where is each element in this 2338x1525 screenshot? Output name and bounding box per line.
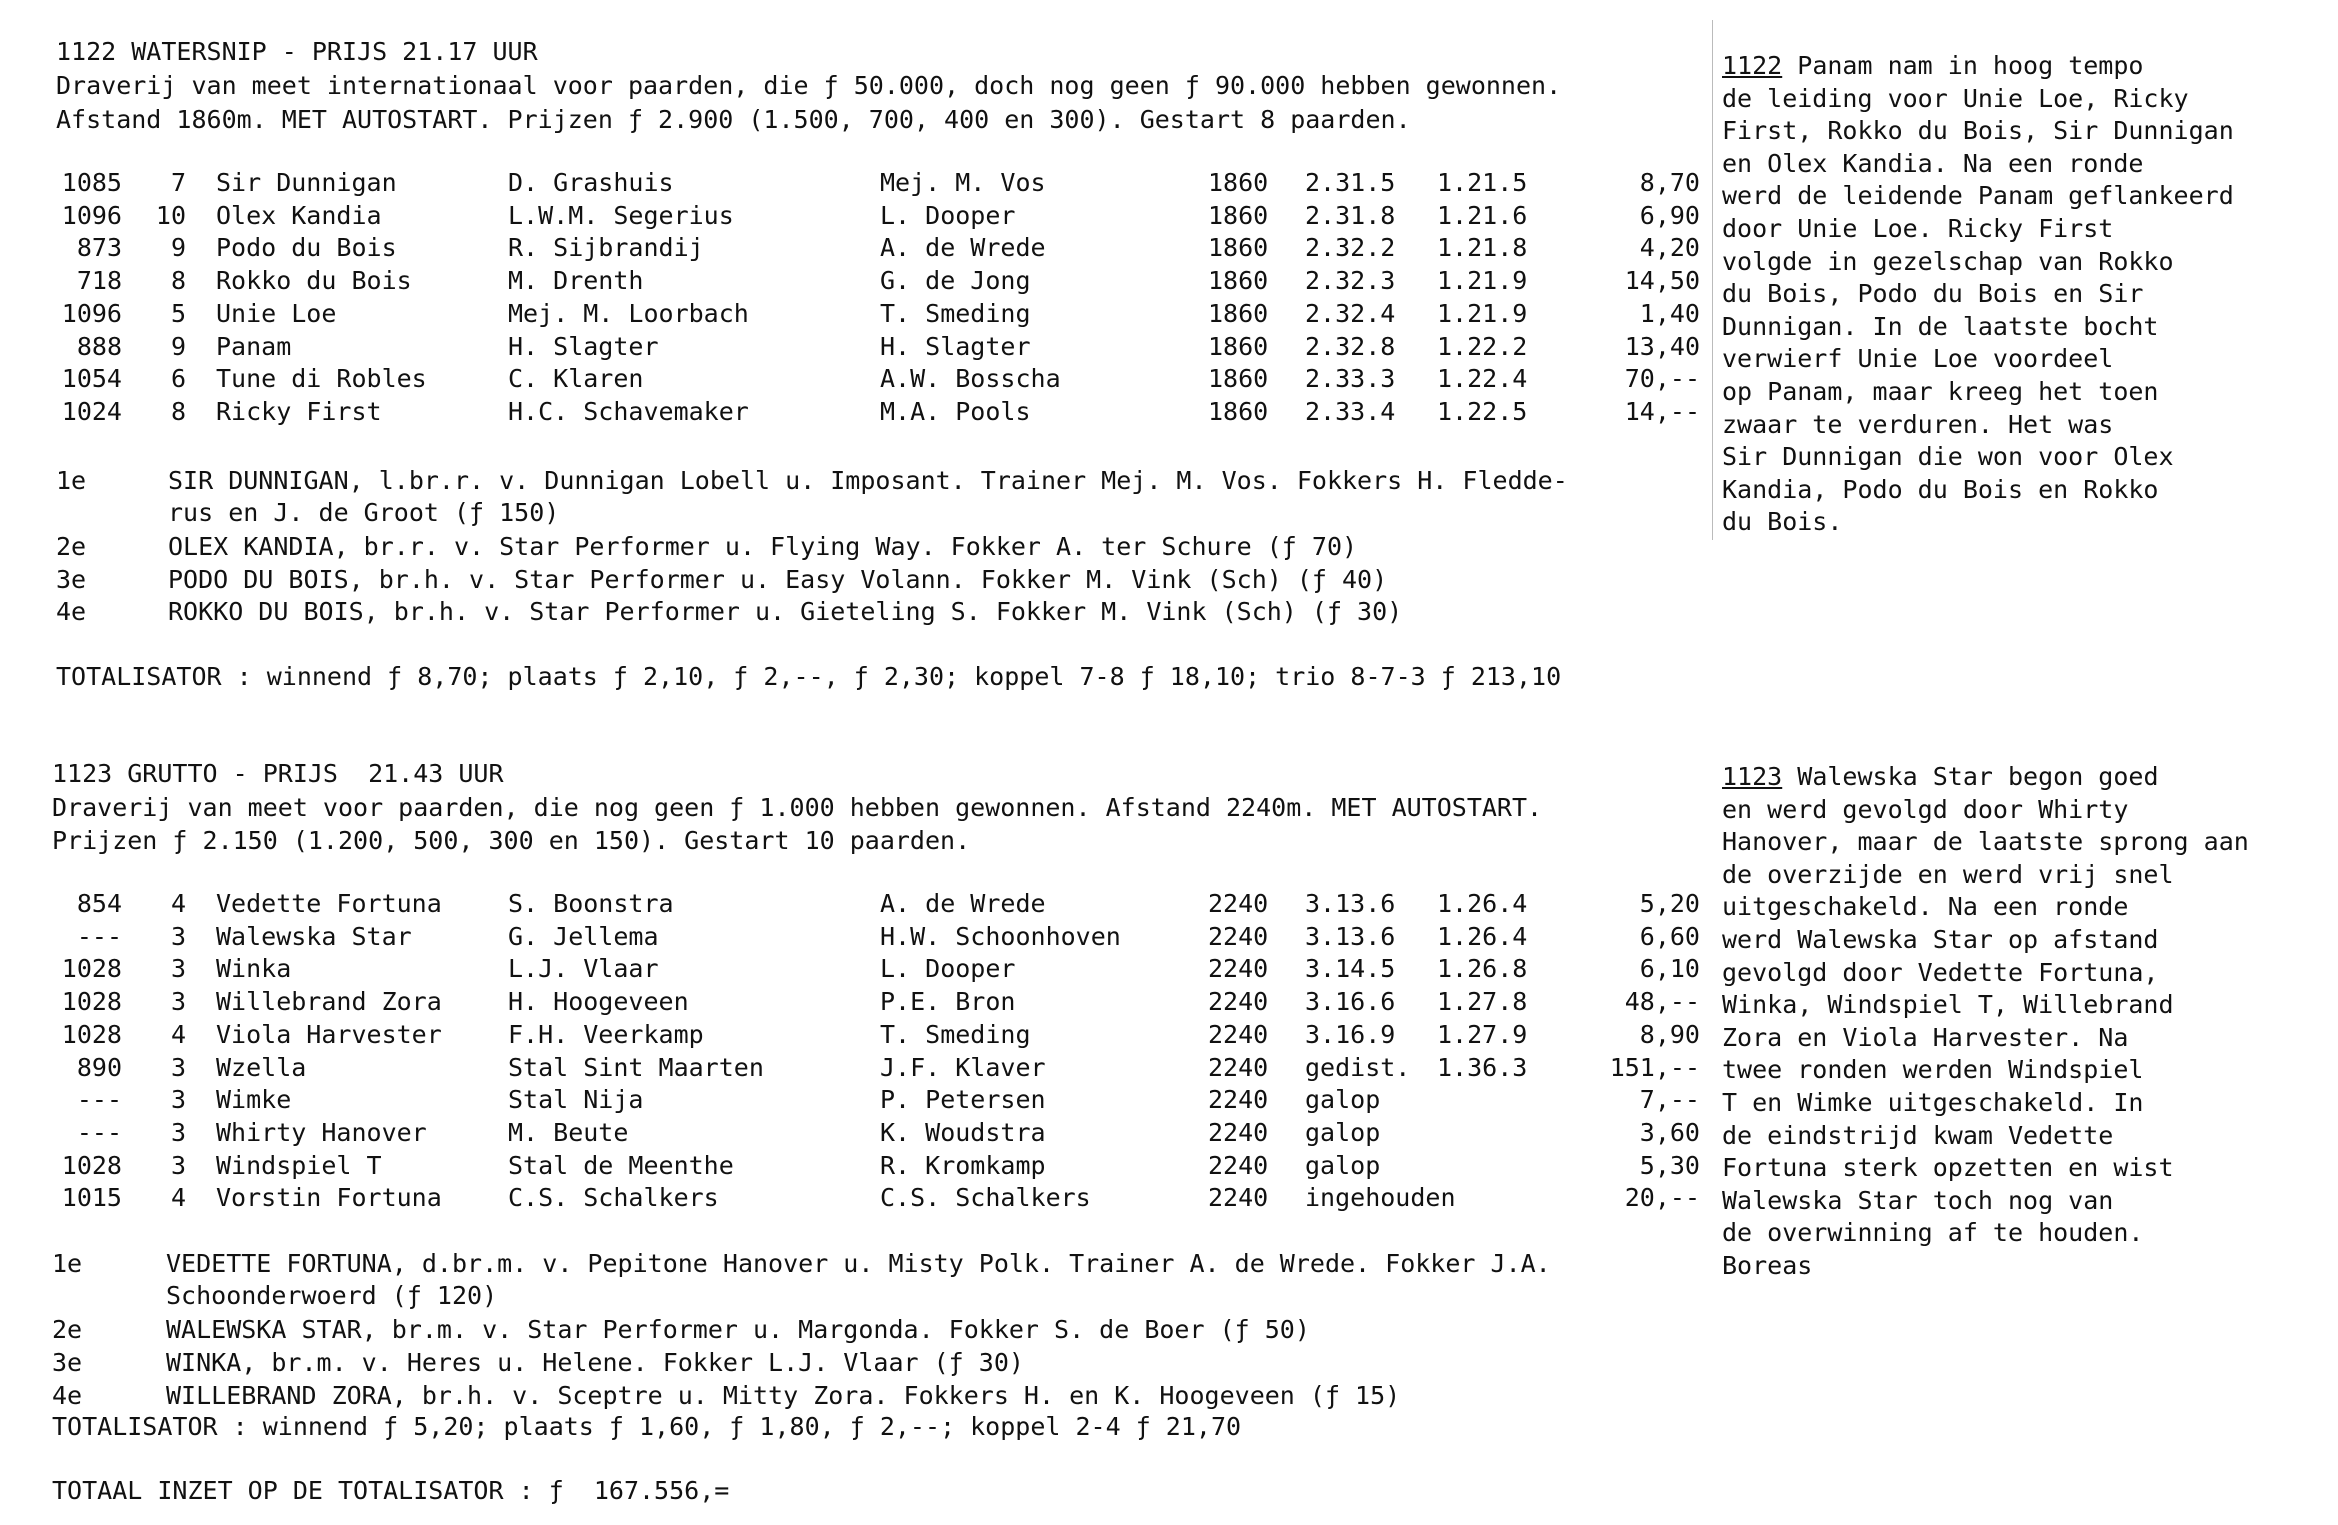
commentary-line: Zora en Viola Harvester. Na xyxy=(1722,1022,2129,1052)
cell-trainer: P.E. Bron xyxy=(880,987,1016,1017)
cell-km: 1.36.3 xyxy=(1437,1052,1528,1082)
commentary-text: Walewska Star begon goed xyxy=(1782,762,2159,791)
cell-dist: 1860 xyxy=(1208,200,1269,230)
cell-no: 3 xyxy=(170,921,186,951)
table-row xyxy=(0,232,1710,264)
cell-dist: 2240 xyxy=(1208,1052,1269,1082)
cell-no: 3 xyxy=(170,1117,186,1147)
cell-time: 2.33.4 xyxy=(1305,396,1396,426)
cell-driver: H. Slagter xyxy=(508,331,659,361)
cell-horse: Ricky First xyxy=(216,396,382,426)
cell-no: 3 xyxy=(170,1052,186,1082)
cell-trainer: L. Dooper xyxy=(880,200,1016,230)
cell-horse: Whirty Hanover xyxy=(216,1117,427,1147)
placing-position: 4e xyxy=(56,597,87,626)
commentary-line: werd Walewska Star op afstand xyxy=(1722,925,2159,954)
cell-driver: Mej. M. Loorbach xyxy=(508,298,749,328)
cell-no: 3 xyxy=(170,954,186,984)
table-row xyxy=(0,953,1710,985)
cell-time: 2.32.2 xyxy=(1305,233,1396,263)
cell-ref: 873 xyxy=(76,233,122,263)
cell-no: 10 xyxy=(155,200,186,230)
cell-horse: Wzella xyxy=(216,1052,307,1082)
cell-time: galop xyxy=(1305,1117,1381,1147)
cell-no: 8 xyxy=(170,396,186,426)
cell-ref: 718 xyxy=(76,266,122,296)
table-row xyxy=(0,265,1710,297)
placing-text: PODO DU BOIS, br.h. v. Star Performer u. Easy Volann. Fokker M. Vink (Sch) (ƒ 40) xyxy=(168,565,1388,594)
commentary-line: en Olex Kandia. Na een ronde xyxy=(1722,148,2144,178)
cell-trainer: C.S. Schalkers xyxy=(880,1183,1091,1213)
cell-ref: 1096 xyxy=(61,200,122,230)
placing-text: WILLEBRAND ZORA, br.h. v. Sceptre u. Mitty Zora. Fokkers H. en K. Hoogeveen (ƒ 15) xyxy=(166,1381,1401,1410)
commentary-line: Walewska Star toch nog van xyxy=(1722,1185,2114,1215)
commentary-line: de leiding voor Unie Loe, Ricky xyxy=(1722,83,2189,113)
commentary-line xyxy=(1722,50,2143,82)
cell-no: 4 xyxy=(170,1019,186,1049)
cell-driver: M. Drenth xyxy=(508,266,644,296)
commentary-line xyxy=(1722,761,2159,793)
table-row xyxy=(0,200,1710,232)
commentary-line: Boreas xyxy=(1722,1251,1813,1280)
cell-km: 1.22.5 xyxy=(1437,396,1528,426)
race1-description-line1: Draverij van meet internationaal voor paarden, die ƒ 50.000, doch nog geen ƒ 90.000 hebben gewonnen. xyxy=(56,71,1562,100)
cell-horse: Unie Loe xyxy=(216,298,337,328)
commentary-line: de overzijde en werd vrij snel xyxy=(1722,859,2174,889)
commentary-line: door Unie Loe. Ricky First xyxy=(1722,214,2114,243)
table-row xyxy=(0,396,1710,428)
commentary-line: Sir Dunnigan die won voor Olex xyxy=(1722,442,2174,472)
commentary-text: Panam nam in hoog tempo xyxy=(1782,51,2144,80)
cell-driver: S. Boonstra xyxy=(508,889,674,918)
cell-driver: Stal Nija xyxy=(508,1085,644,1115)
cell-dist: 2240 xyxy=(1208,1019,1269,1049)
cell-driver: D. Grashuis xyxy=(508,168,674,197)
cell-horse: Rokko du Bois xyxy=(216,266,412,296)
cell-horse: Vorstin Fortuna xyxy=(216,1183,442,1213)
cell-odds: 151,-- xyxy=(1609,1052,1700,1082)
cell-ref: --- xyxy=(76,1085,122,1115)
cell-trainer: H.W. Schoonhoven xyxy=(880,921,1121,951)
cell-ref: 1085 xyxy=(61,168,122,197)
table-row xyxy=(0,1117,1710,1149)
cell-no: 7 xyxy=(170,168,186,197)
commentary-line: First, Rokko du Bois, Sir Dunnigan xyxy=(1722,116,2234,146)
cell-ref: 1028 xyxy=(61,987,122,1017)
commentary-race-number: 1123 xyxy=(1722,762,1783,791)
cell-trainer: H. Slagter xyxy=(880,331,1031,361)
cell-driver: M. Beute xyxy=(508,1117,629,1147)
cell-time: 3.16.9 xyxy=(1305,1019,1396,1049)
cell-km: 1.21.6 xyxy=(1437,200,1528,230)
cell-trainer: A. de Wrede xyxy=(880,233,1046,263)
cell-ref: 890 xyxy=(76,1052,122,1082)
table-row xyxy=(0,167,1710,199)
cell-ref: 1028 xyxy=(61,954,122,984)
cell-time: 2.32.4 xyxy=(1305,298,1396,328)
cell-odds: 5,20 xyxy=(1639,889,1700,918)
placing-position: 1e xyxy=(52,1249,83,1278)
cell-no: 4 xyxy=(170,1183,186,1213)
table-row xyxy=(0,1150,1710,1182)
cell-odds: 13,40 xyxy=(1624,331,1700,361)
cell-driver: C.S. Schalkers xyxy=(508,1183,719,1213)
cell-dist: 1860 xyxy=(1208,331,1269,361)
cell-dist: 1860 xyxy=(1208,168,1269,197)
cell-horse: Olex Kandia xyxy=(216,200,382,230)
cell-dist: 2240 xyxy=(1208,954,1269,984)
table-row xyxy=(0,1182,1710,1214)
commentary-line: uitgeschakeld. Na een ronde xyxy=(1722,892,2129,922)
cell-km: 1.26.8 xyxy=(1437,954,1528,984)
cell-km: 1.26.4 xyxy=(1437,921,1528,951)
cell-horse: Willebrand Zora xyxy=(216,987,442,1017)
cell-odds: 14,-- xyxy=(1624,396,1700,426)
cell-time: galop xyxy=(1305,1150,1381,1180)
cell-driver: Stal Sint Maarten xyxy=(508,1052,764,1082)
cell-time: 3.13.6 xyxy=(1305,921,1396,951)
cell-dist: 1860 xyxy=(1208,298,1269,328)
cell-dist: 2240 xyxy=(1208,1085,1269,1115)
cell-trainer: P. Petersen xyxy=(880,1085,1046,1115)
commentary-line: Fortuna sterk opzetten en wist xyxy=(1722,1153,2174,1183)
race2-description-line2: Prijzen ƒ 2.150 (1.200, 500, 300 en 150). Gestart 10 paarden. xyxy=(52,826,971,855)
cell-no: 3 xyxy=(170,987,186,1017)
table-row xyxy=(0,363,1710,395)
cell-odds: 5,30 xyxy=(1639,1150,1700,1180)
column-divider xyxy=(1712,20,1713,540)
table-row xyxy=(0,1019,1710,1051)
placing-text: Schoonderwoerd (ƒ 120) xyxy=(166,1281,498,1310)
commentary-line: du Bois. xyxy=(1722,507,1843,537)
table-row xyxy=(0,1084,1710,1116)
placing-position: 1e xyxy=(56,466,87,495)
race1-title: 1122 WATERSNIP - PRIJS 21.17 UUR xyxy=(56,37,538,66)
placing-position: 3e xyxy=(56,565,87,594)
table-row xyxy=(0,331,1710,363)
cell-odds: 70,-- xyxy=(1624,364,1700,394)
cell-horse: Walewska Star xyxy=(216,921,412,951)
cell-km: 1.21.9 xyxy=(1437,266,1528,296)
cell-time: gedist. xyxy=(1305,1052,1411,1082)
placing-position: 2e xyxy=(56,532,87,561)
commentary-line: du Bois, Podo du Bois en Sir xyxy=(1722,279,2144,309)
table-row xyxy=(0,1052,1710,1084)
placing-text: OLEX KANDIA, br.r. v. Star Performer u. Flying Way. Fokker A. ter Schure (ƒ 70) xyxy=(168,532,1358,561)
cell-km: 1.27.8 xyxy=(1437,987,1528,1017)
cell-horse: Viola Harvester xyxy=(216,1019,442,1049)
race2-totalisator: TOTALISATOR : winnend ƒ 5,20; plaats ƒ 1,60, ƒ 1,80, ƒ 2,--; koppel 2-4 ƒ 21,70 xyxy=(52,1412,1242,1441)
commentary-line: verwierf Unie Loe voordeel xyxy=(1722,344,2114,374)
cell-dist: 1860 xyxy=(1208,266,1269,296)
cell-time: galop xyxy=(1305,1085,1381,1115)
cell-driver: Stal de Meenthe xyxy=(508,1150,734,1180)
commentary-line: twee ronden werden Windspiel xyxy=(1722,1055,2144,1085)
cell-trainer: A. de Wrede xyxy=(880,889,1046,918)
commentary-line: Winka, Windspiel T, Willebrand xyxy=(1722,990,2174,1020)
cell-km: 1.21.5 xyxy=(1437,168,1528,197)
cell-odds: 3,60 xyxy=(1639,1117,1700,1147)
placing-text: SIR DUNNIGAN, l.br.r. v. Dunnigan Lobell u. Imposant. Trainer Mej. M. Vos. Fokkers H. Fledde- xyxy=(168,466,1568,495)
cell-driver: L.W.M. Segerius xyxy=(508,200,734,230)
cell-driver: H. Hoogeveen xyxy=(508,987,689,1017)
cell-no: 8 xyxy=(170,266,186,296)
commentary-line: en werd gevolgd door Whirty xyxy=(1722,794,2129,824)
placing-text: WALEWSKA STAR, br.m. v. Star Performer u. Margonda. Fokker S. de Boer (ƒ 50) xyxy=(166,1315,1310,1344)
cell-driver: H.C. Schavemaker xyxy=(508,396,749,426)
total-inzet: TOTAAL INZET OP DE TOTALISATOR : ƒ 167.556,= xyxy=(52,1476,730,1505)
cell-time: 2.33.3 xyxy=(1305,364,1396,394)
cell-horse: Winka xyxy=(216,954,292,984)
race1-totalisator: TOTALISATOR : winnend ƒ 8,70; plaats ƒ 2,10, ƒ 2,--, ƒ 2,30; koppel 7-8 ƒ 18,10; trio 8-7-3 ƒ 213,10 xyxy=(56,662,1562,691)
cell-km: 1.21.9 xyxy=(1437,298,1528,328)
cell-time: 3.16.6 xyxy=(1305,987,1396,1017)
cell-dist: 2240 xyxy=(1208,1117,1269,1147)
commentary-line: Hanover, maar de laatste sprong aan xyxy=(1722,827,2249,857)
cell-km: 1.22.4 xyxy=(1437,364,1528,394)
cell-km: 1.21.8 xyxy=(1437,233,1528,263)
cell-driver: R. Sijbrandij xyxy=(508,233,704,263)
cell-dist: 2240 xyxy=(1208,921,1269,951)
cell-km: 1.27.9 xyxy=(1437,1019,1528,1049)
table-row xyxy=(0,986,1710,1018)
cell-time: 2.32.8 xyxy=(1305,331,1396,361)
cell-horse: Panam xyxy=(216,331,292,361)
placing-text: WINKA, br.m. v. Heres u. Helene. Fokker L.J. Vlaar (ƒ 30) xyxy=(166,1348,1024,1377)
cell-dist: 2240 xyxy=(1208,1183,1269,1213)
cell-odds: 20,-- xyxy=(1624,1183,1700,1213)
commentary-line: zwaar te verduren. Het was xyxy=(1722,409,2114,439)
commentary-line: de eindstrijd kwam Vedette xyxy=(1722,1120,2114,1150)
placing-position: 2e xyxy=(52,1315,83,1344)
cell-odds: 14,50 xyxy=(1624,266,1700,296)
race2-title: 1123 GRUTTO - PRIJS 21.43 UUR xyxy=(52,759,504,788)
cell-trainer: G. de Jong xyxy=(880,266,1031,296)
cell-no: 9 xyxy=(170,331,186,361)
cell-dist: 1860 xyxy=(1208,396,1269,426)
cell-odds: 6,60 xyxy=(1639,921,1700,951)
race2-description-line1: Draverij van meet voor paarden, die nog geen ƒ 1.000 hebben gewonnen. Afstand 2240m. MET AUTOSTART. xyxy=(52,793,1543,822)
cell-time: 2.31.5 xyxy=(1305,168,1396,197)
cell-horse: Vedette Fortuna xyxy=(216,889,442,918)
cell-horse: Windspiel T xyxy=(216,1150,382,1180)
commentary-line: T en Wimke uitgeschakeld. In xyxy=(1722,1088,2144,1117)
cell-odds: 6,10 xyxy=(1639,954,1700,984)
cell-no: 9 xyxy=(170,233,186,263)
cell-no: 4 xyxy=(170,889,186,918)
placing-text: rus en J. de Groot (ƒ 150) xyxy=(168,498,560,527)
commentary-race-number: 1122 xyxy=(1722,51,1783,80)
cell-odds: 4,20 xyxy=(1639,233,1700,263)
cell-ref: --- xyxy=(76,1117,122,1147)
cell-horse: Tune di Robles xyxy=(216,364,427,394)
cell-trainer: A.W. Bosscha xyxy=(880,364,1061,394)
placing-position: 4e xyxy=(52,1381,83,1410)
cell-driver: C. Klaren xyxy=(508,364,644,394)
cell-no: 5 xyxy=(170,298,186,328)
commentary-line: volgde in gezelschap van Rokko xyxy=(1722,246,2174,276)
commentary-line: Dunnigan. In de laatste bocht xyxy=(1722,311,2159,341)
cell-no: 3 xyxy=(170,1085,186,1115)
cell-trainer: R. Kromkamp xyxy=(880,1150,1046,1180)
cell-trainer: L. Dooper xyxy=(880,954,1016,984)
cell-time: 3.14.5 xyxy=(1305,954,1396,984)
commentary-line: de overwinning af te houden. xyxy=(1722,1218,2144,1248)
table-row xyxy=(0,298,1710,330)
cell-trainer: J.F. Klaver xyxy=(880,1052,1046,1082)
cell-ref: 1015 xyxy=(61,1183,122,1213)
commentary-line: op Panam, maar kreeg het toen xyxy=(1722,377,2159,406)
commentary-line: werd de leidende Panam geflankeerd xyxy=(1722,181,2234,211)
cell-odds: 6,90 xyxy=(1639,200,1700,230)
table-row xyxy=(0,921,1710,953)
commentary-line: Kandia, Podo du Bois en Rokko xyxy=(1722,474,2159,504)
cell-ref: 888 xyxy=(76,331,122,361)
cell-driver: F.H. Veerkamp xyxy=(508,1019,704,1049)
cell-odds: 8,90 xyxy=(1639,1019,1700,1049)
cell-dist: 1860 xyxy=(1208,233,1269,263)
cell-ref: 1054 xyxy=(61,364,122,394)
cell-time: ingehouden xyxy=(1305,1183,1456,1213)
cell-ref: 1028 xyxy=(61,1150,122,1180)
placing-text: VEDETTE FORTUNA, d.br.m. v. Pepitone Hanover u. Misty Polk. Trainer A. de Wrede. Fokker J.A. xyxy=(166,1249,1551,1278)
cell-driver: G. Jellema xyxy=(508,921,659,951)
cell-trainer: T. Smeding xyxy=(880,298,1031,328)
race1-description-line2: Afstand 1860m. MET AUTOSTART. Prijzen ƒ 2.900 (1.500, 700, 400 en 300). Gestart 8 paarden. xyxy=(56,105,1411,134)
placing-text: ROKKO DU BOIS, br.h. v. Star Performer u. Gieteling S. Fokker M. Vink (Sch) (ƒ 30) xyxy=(168,597,1403,626)
cell-dist: 2240 xyxy=(1208,889,1269,918)
cell-driver: L.J. Vlaar xyxy=(508,954,659,984)
cell-trainer: T. Smeding xyxy=(880,1019,1031,1049)
cell-trainer: Mej. M. Vos xyxy=(880,168,1046,197)
cell-dist: 1860 xyxy=(1208,364,1269,394)
cell-no: 3 xyxy=(170,1150,186,1180)
cell-no: 6 xyxy=(170,364,186,394)
placing-position: 3e xyxy=(52,1348,83,1377)
cell-odds: 1,40 xyxy=(1639,298,1700,328)
cell-ref: 1096 xyxy=(61,298,122,328)
cell-odds: 48,-- xyxy=(1624,987,1700,1017)
cell-time: 2.32.3 xyxy=(1305,266,1396,296)
commentary-line: gevolgd door Vedette Fortuna, xyxy=(1722,957,2159,987)
cell-time: 2.31.8 xyxy=(1305,200,1396,230)
cell-ref: 1024 xyxy=(61,396,122,426)
table-row xyxy=(0,888,1710,920)
cell-ref: 854 xyxy=(76,889,122,918)
cell-ref: 1028 xyxy=(61,1019,122,1049)
cell-horse: Sir Dunnigan xyxy=(216,168,397,197)
cell-dist: 2240 xyxy=(1208,1150,1269,1180)
cell-odds: 8,70 xyxy=(1639,168,1700,197)
cell-dist: 2240 xyxy=(1208,987,1269,1017)
cell-trainer: M.A. Pools xyxy=(880,396,1031,426)
cell-horse: Wimke xyxy=(216,1085,292,1115)
cell-horse: Podo du Bois xyxy=(216,233,397,263)
cell-km: 1.26.4 xyxy=(1437,889,1528,918)
cell-ref: --- xyxy=(76,921,122,951)
cell-trainer: K. Woudstra xyxy=(880,1117,1046,1147)
cell-odds: 7,-- xyxy=(1639,1085,1700,1115)
cell-km: 1.22.2 xyxy=(1437,331,1528,361)
cell-time: 3.13.6 xyxy=(1305,889,1396,918)
